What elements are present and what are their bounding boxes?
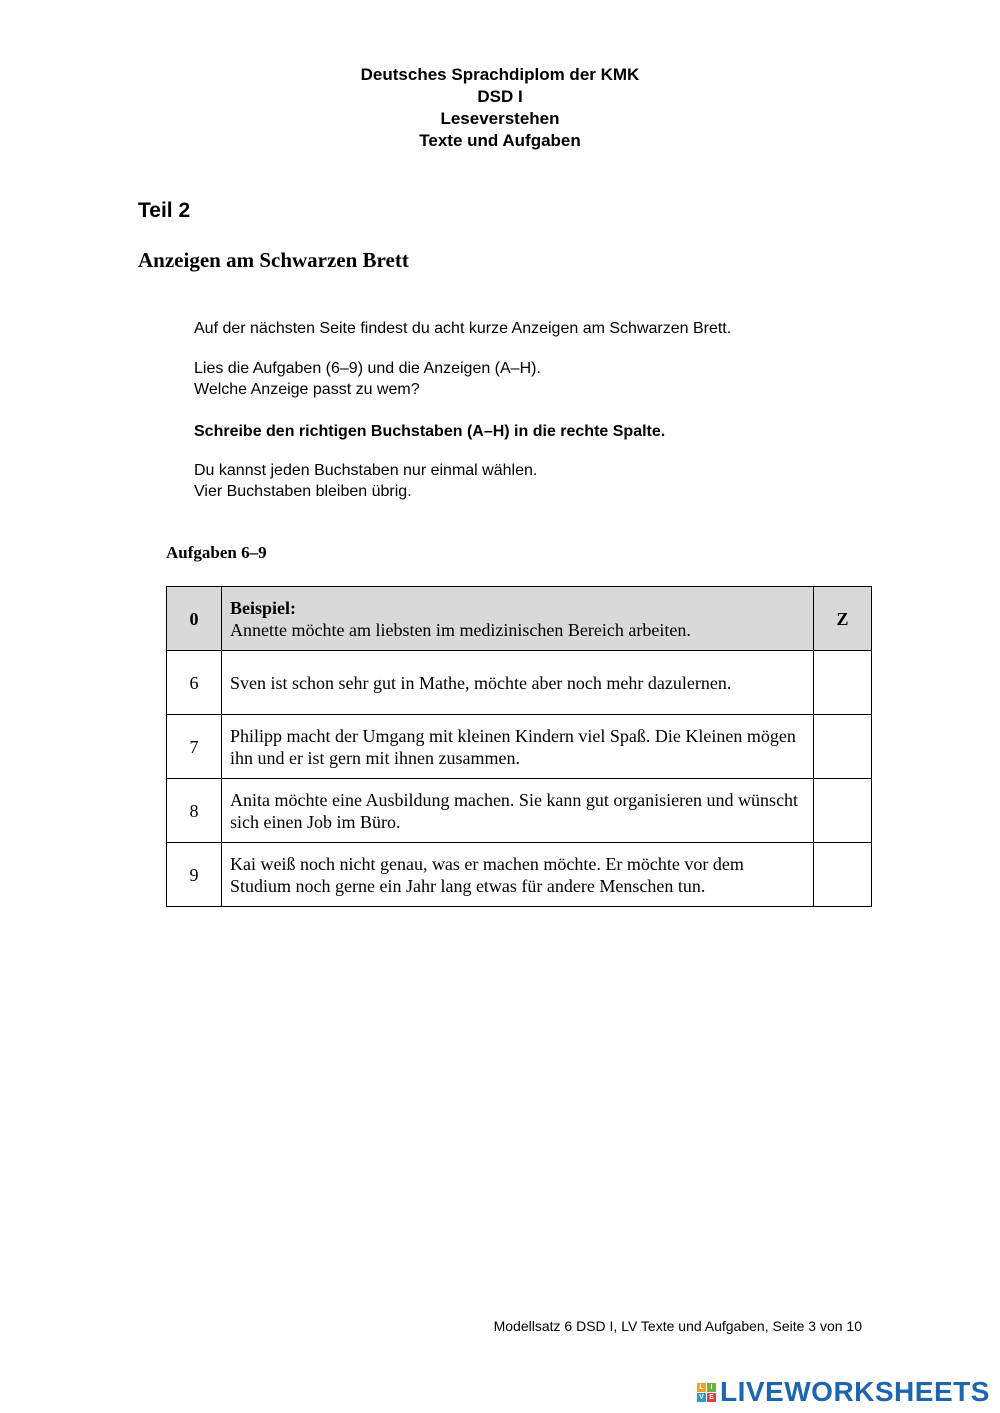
header-line-1: Deutsches Sprachdiplom der KMK — [360, 65, 640, 84]
task-text: Kai weiß noch nicht genau, was er machen möchte. Er möchte vor dem Studium noch gerne ein Jahr lang etwas für andere Menschen tun. — [222, 843, 814, 907]
answer-field-6[interactable] — [814, 651, 872, 715]
section-number: Teil 2 — [138, 199, 191, 222]
task-number: 6 — [167, 651, 222, 715]
example-answer: Z — [814, 587, 872, 651]
task-number: 9 — [167, 843, 222, 907]
instruction-2b: Welche Anzeige passt zu wem? — [194, 381, 420, 398]
answer-field-9[interactable] — [814, 843, 872, 907]
instruction-4b: Vier Buchstaben bleiben übrig. — [194, 483, 412, 500]
document-header — [0, 64, 1000, 152]
task-text: Sven ist schon sehr gut in Mathe, möchte aber noch mehr dazulernen. — [222, 651, 814, 715]
example-cell — [222, 587, 814, 651]
answer-field-8[interactable] — [814, 779, 872, 843]
instruction-2a: Lies die Aufgaben (6–9) und die Anzeigen (A–H). — [194, 360, 541, 377]
header-line-4: Texte und Aufgaben — [419, 131, 581, 150]
example-number: 0 — [167, 587, 222, 651]
table-row — [167, 715, 872, 779]
instruction-1: Auf der nächsten Seite findest du acht kurze Anzeigen am Schwarzen Brett. — [194, 320, 732, 337]
logo-icon-letter: L — [697, 1383, 706, 1392]
answer-field-7[interactable] — [814, 715, 872, 779]
example-text: Annette möchte am liebsten im medizinischen Bereich arbeiten. — [230, 619, 691, 640]
task-text: Philipp macht der Umgang mit kleinen Kindern viel Spaß. Die Kleinen mögen ihn und er ist gern mit ihnen zusammen. — [222, 715, 814, 779]
logo-text: LIVEWORKSHEETS — [720, 1376, 990, 1407]
liveworksheets-logo[interactable] — [697, 1376, 990, 1408]
logo-icon-letter: I — [707, 1383, 716, 1392]
header-line-2: DSD I — [477, 87, 523, 106]
table-row — [167, 779, 872, 843]
tasks-heading: Aufgaben 6–9 — [166, 543, 267, 562]
example-row — [167, 587, 872, 651]
tasks-table — [166, 586, 872, 907]
logo-icon-letter: V — [697, 1393, 706, 1402]
task-number: 7 — [167, 715, 222, 779]
instruction-3: Schreibe den richtigen Buchstaben (A–H) in die rechte Spalte. — [194, 423, 666, 440]
example-label: Beispiel: — [230, 597, 296, 618]
task-number: 8 — [167, 779, 222, 843]
section-title: Anzeigen am Schwarzen Brett — [138, 248, 409, 272]
page-footer: Modellsatz 6 DSD I, LV Texte und Aufgaben, Seite 3 von 10 — [493, 1318, 862, 1334]
table-row — [167, 843, 872, 907]
instruction-4a: Du kannst jeden Buchstaben nur einmal wählen. — [194, 462, 538, 479]
header-line-3: Leseverstehen — [440, 109, 560, 128]
liveworksheets-icon — [697, 1383, 716, 1402]
logo-icon-letter: E — [707, 1393, 716, 1402]
table-row — [167, 651, 872, 715]
task-text: Anita möchte eine Ausbildung machen. Sie kann gut organisieren und wünscht sich einen Job im Büro. — [222, 779, 814, 843]
